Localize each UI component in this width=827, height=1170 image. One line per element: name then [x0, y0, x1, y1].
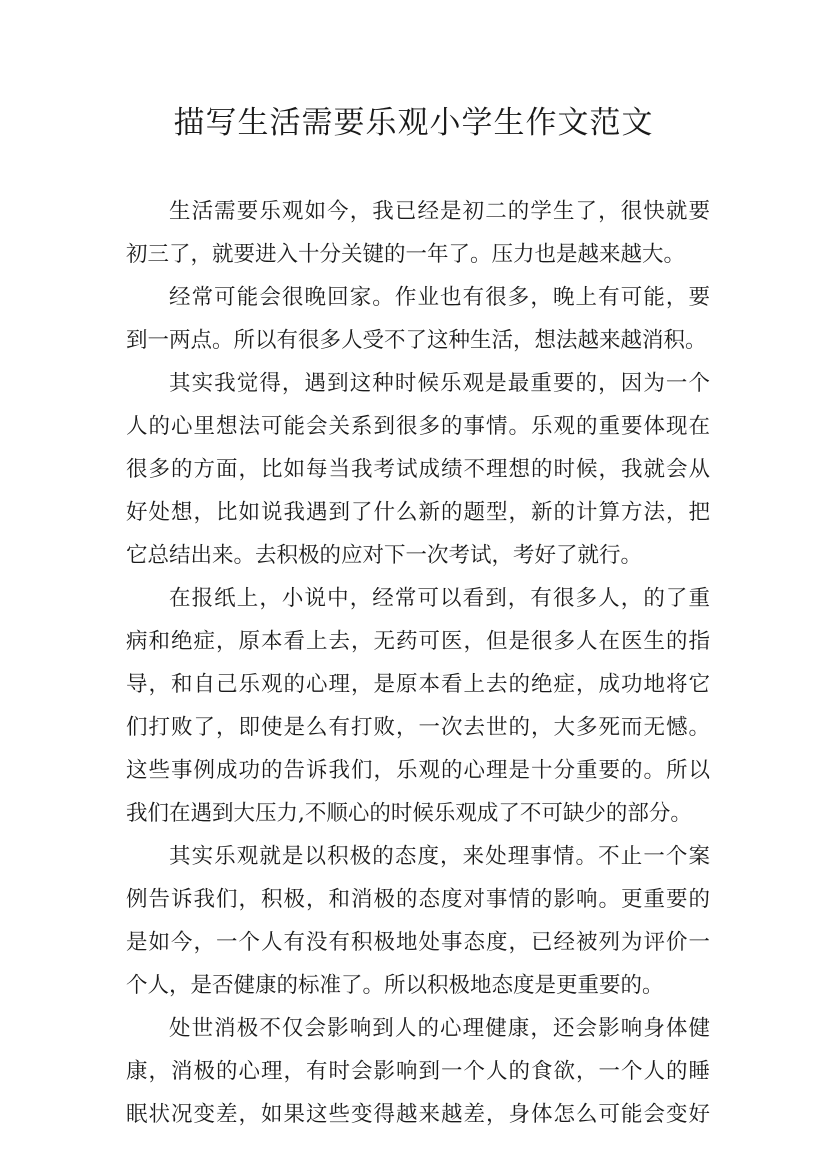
text-line: 到一两点。所以有很多人受不了这种生活，想法越来越消积。: [126, 328, 707, 353]
text-line: 其实乐观就是以积极的态度，来处理事情。不止一个案: [169, 844, 710, 869]
text-line: 它总结出来。去积极的应对下一次考试，考好了就行。: [126, 543, 643, 568]
text-line: 例告诉我们，积极，和消极的态度对事情的影响。更重要的: [126, 887, 710, 912]
text-line: 人的心里想法可能会关系到很多的事情。乐观的重要体现在: [126, 414, 710, 439]
text-line: 初三了，就要进入十分关键的一年了。压力也是越来越大。: [126, 242, 686, 267]
document-title: 描写生活需要乐观小学生作文范文: [173, 105, 654, 141]
text-line: 处世消极不仅会影响到人的心理健康，还会影响身体健: [169, 1016, 710, 1041]
text-line: 在报纸上，小说中，经常可以看到，有很多人，的了重: [169, 586, 710, 611]
text-line: 导，和自己乐观的心理，是原本看上去的绝症，成功地将它: [126, 672, 710, 697]
text-line: 是如今，一个人有没有积极地处事态度，已经被列为评价一: [126, 930, 710, 955]
text-line: 很多的方面，比如每当我考试成绩不理想的时候，我就会从: [126, 457, 710, 482]
text-line: 其实我觉得，遇到这种时候乐观是最重要的，因为一个: [169, 371, 710, 396]
text-line: 们打败了，即使是么有打败，一次去世的，大多死而无憾。: [126, 715, 710, 740]
text-line: 我们在遇到大压力,不顺心的时候乐观成了不可缺少的部分。: [126, 801, 692, 826]
text-line: 康，消极的心理，有时会影响到一个人的食欲，一个人的睡: [126, 1059, 710, 1084]
text-line: 眠状况变差，如果这些变得越来越差，身体怎么可能会变好: [126, 1102, 710, 1127]
text-line: 个人，是否健康的标准了。所以积极地态度是更重要的。: [126, 973, 664, 998]
document-body: [126, 190, 710, 1136]
text-line: 这些事例成功的告诉我们，乐观的心理是十分重要的。所以: [126, 758, 710, 783]
text-line: 生活需要乐观如今，我已经是初二的学生了，很快就要: [169, 199, 710, 224]
text-line: 好处想，比如说我遇到了什么新的题型，新的计算方法，把: [126, 500, 710, 525]
text-line: 病和绝症，原本看上去，无药可医，但是很多人在医生的指: [126, 629, 710, 654]
text-line: 经常可能会很晚回家。作业也有很多，晚上有可能，要: [169, 285, 710, 310]
